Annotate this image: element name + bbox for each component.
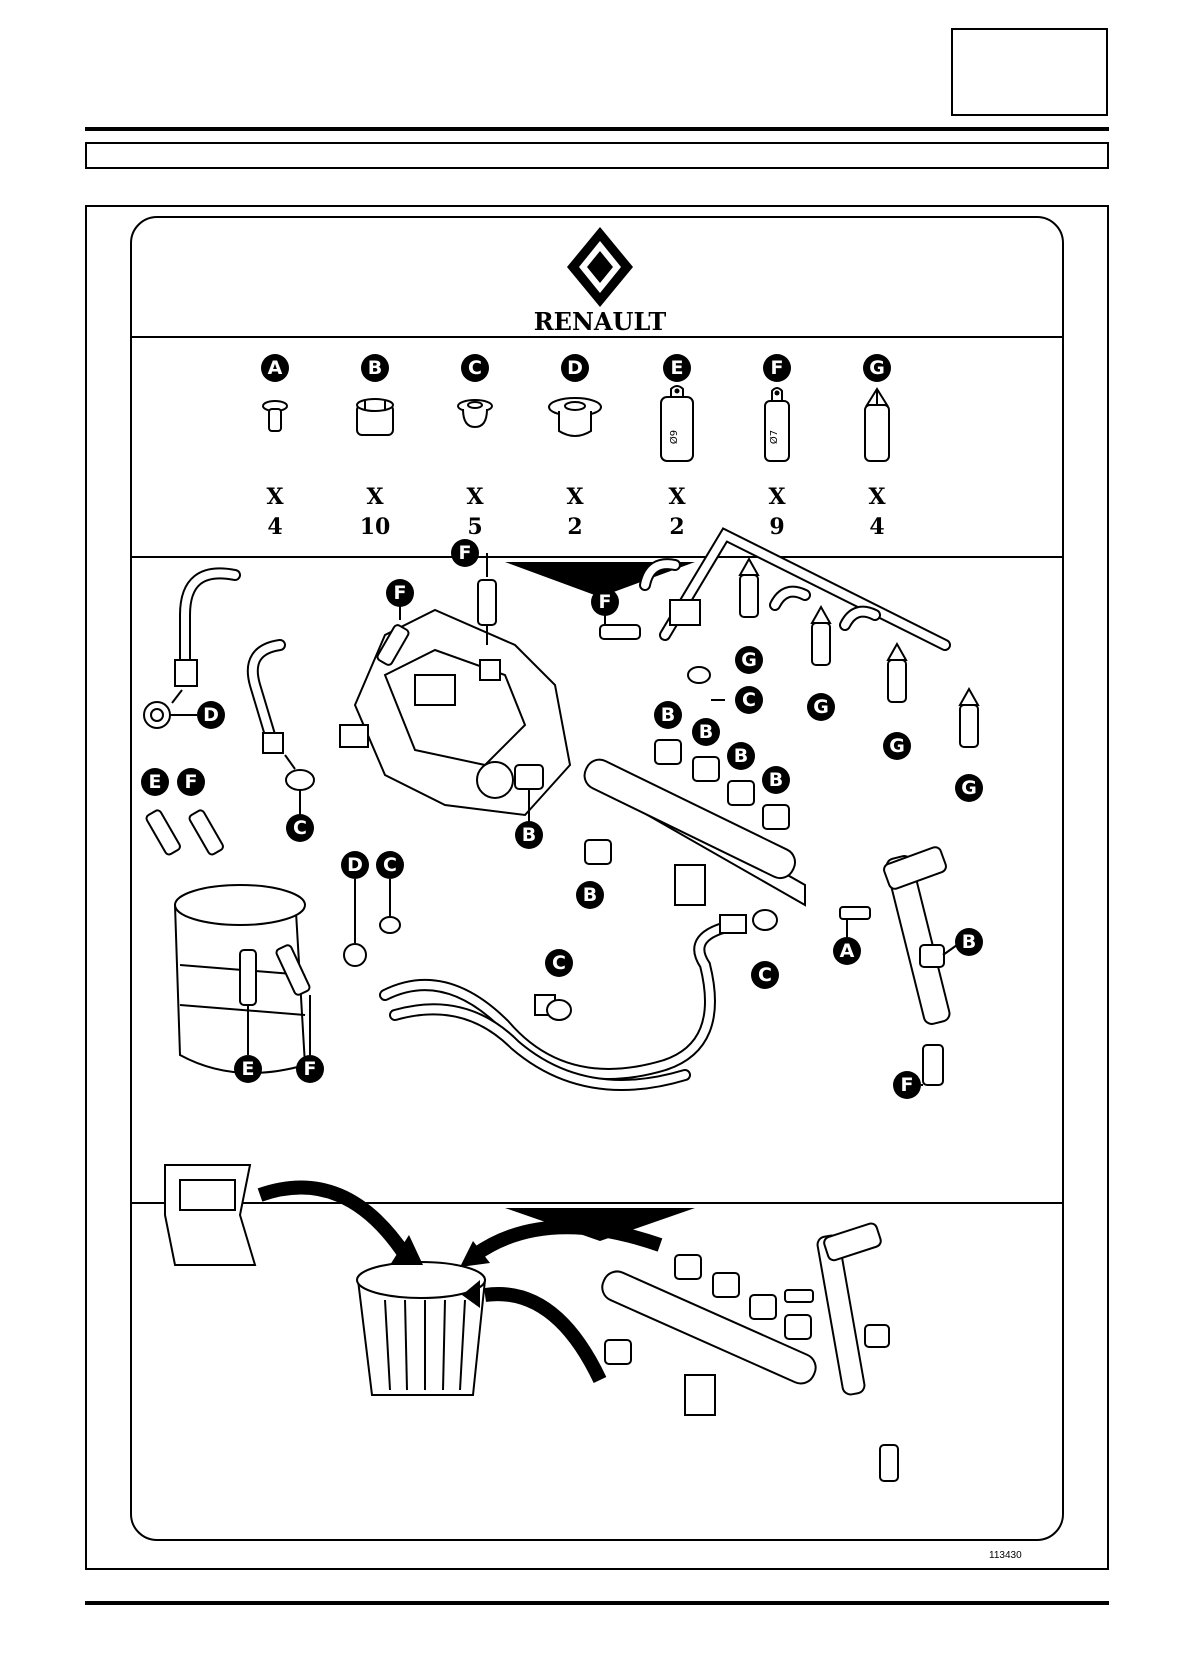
part-qty: 5 bbox=[467, 514, 483, 540]
svg-text:G: G bbox=[961, 777, 977, 799]
part-letter: C bbox=[468, 357, 482, 379]
page-number-box bbox=[951, 28, 1108, 116]
svg-text:G: G bbox=[741, 649, 757, 671]
svg-text:B: B bbox=[768, 769, 784, 791]
svg-text:C: C bbox=[742, 689, 756, 711]
blanking-plugs-figure bbox=[85, 205, 1109, 1570]
svg-text:F: F bbox=[900, 1074, 914, 1096]
svg-text:C: C bbox=[552, 952, 566, 974]
header-rule bbox=[85, 127, 1109, 131]
part-qty-x: X bbox=[668, 484, 686, 510]
svg-text:E: E bbox=[241, 1058, 255, 1080]
svg-text:B: B bbox=[582, 884, 598, 906]
part-qty-x: X bbox=[366, 484, 384, 510]
part-letter: B bbox=[367, 357, 383, 379]
part-qty: 2 bbox=[567, 514, 583, 540]
svg-text:B: B bbox=[733, 745, 749, 767]
part-letter: D bbox=[567, 357, 583, 379]
svg-text:B: B bbox=[698, 721, 714, 743]
svg-text:F: F bbox=[598, 591, 612, 613]
sleeve-marking: Ø9 bbox=[669, 429, 680, 445]
svg-text:B: B bbox=[660, 704, 676, 726]
part-qty-x: X bbox=[868, 484, 886, 510]
part-qty: 10 bbox=[359, 514, 391, 540]
part-qty-x: X bbox=[566, 484, 584, 510]
waste-bin-icon bbox=[357, 1262, 485, 1395]
svg-text:G: G bbox=[889, 735, 905, 757]
brand-name: RENAULT bbox=[533, 307, 667, 336]
svg-text:D: D bbox=[203, 704, 219, 726]
svg-text:G: G bbox=[813, 696, 829, 718]
sleeve-e-icon bbox=[661, 386, 693, 461]
part-qty: 4 bbox=[869, 514, 885, 540]
part-qty-x: X bbox=[266, 484, 284, 510]
part-qty: 4 bbox=[267, 514, 283, 540]
part-qty-x: X bbox=[768, 484, 786, 510]
part-qty: 9 bbox=[769, 514, 785, 540]
svg-text:F: F bbox=[303, 1058, 317, 1080]
part-qty: 2 bbox=[669, 514, 685, 540]
part-letter: F bbox=[770, 357, 784, 379]
svg-text:A: A bbox=[839, 940, 855, 962]
footer-rule bbox=[85, 1601, 1109, 1605]
svg-text:B: B bbox=[521, 824, 537, 846]
svg-text:E: E bbox=[148, 771, 162, 793]
svg-text:D: D bbox=[347, 854, 363, 876]
cap-b-icon bbox=[357, 399, 393, 435]
part-letter: G bbox=[869, 357, 885, 379]
sleeve-marking: Ø7 bbox=[769, 429, 780, 445]
part-qty-x: X bbox=[466, 484, 484, 510]
svg-text:C: C bbox=[293, 817, 307, 839]
svg-text:B: B bbox=[961, 931, 977, 953]
part-letter: E bbox=[670, 357, 684, 379]
svg-text:C: C bbox=[758, 964, 772, 986]
svg-text:C: C bbox=[383, 854, 397, 876]
svg-text:F: F bbox=[184, 771, 198, 793]
svg-text:F: F bbox=[393, 582, 407, 604]
svg-text:F: F bbox=[458, 542, 472, 564]
part-letter: A bbox=[267, 357, 283, 379]
section-title-bar bbox=[85, 142, 1109, 169]
figure-reference: 113430 bbox=[989, 1550, 1022, 1561]
